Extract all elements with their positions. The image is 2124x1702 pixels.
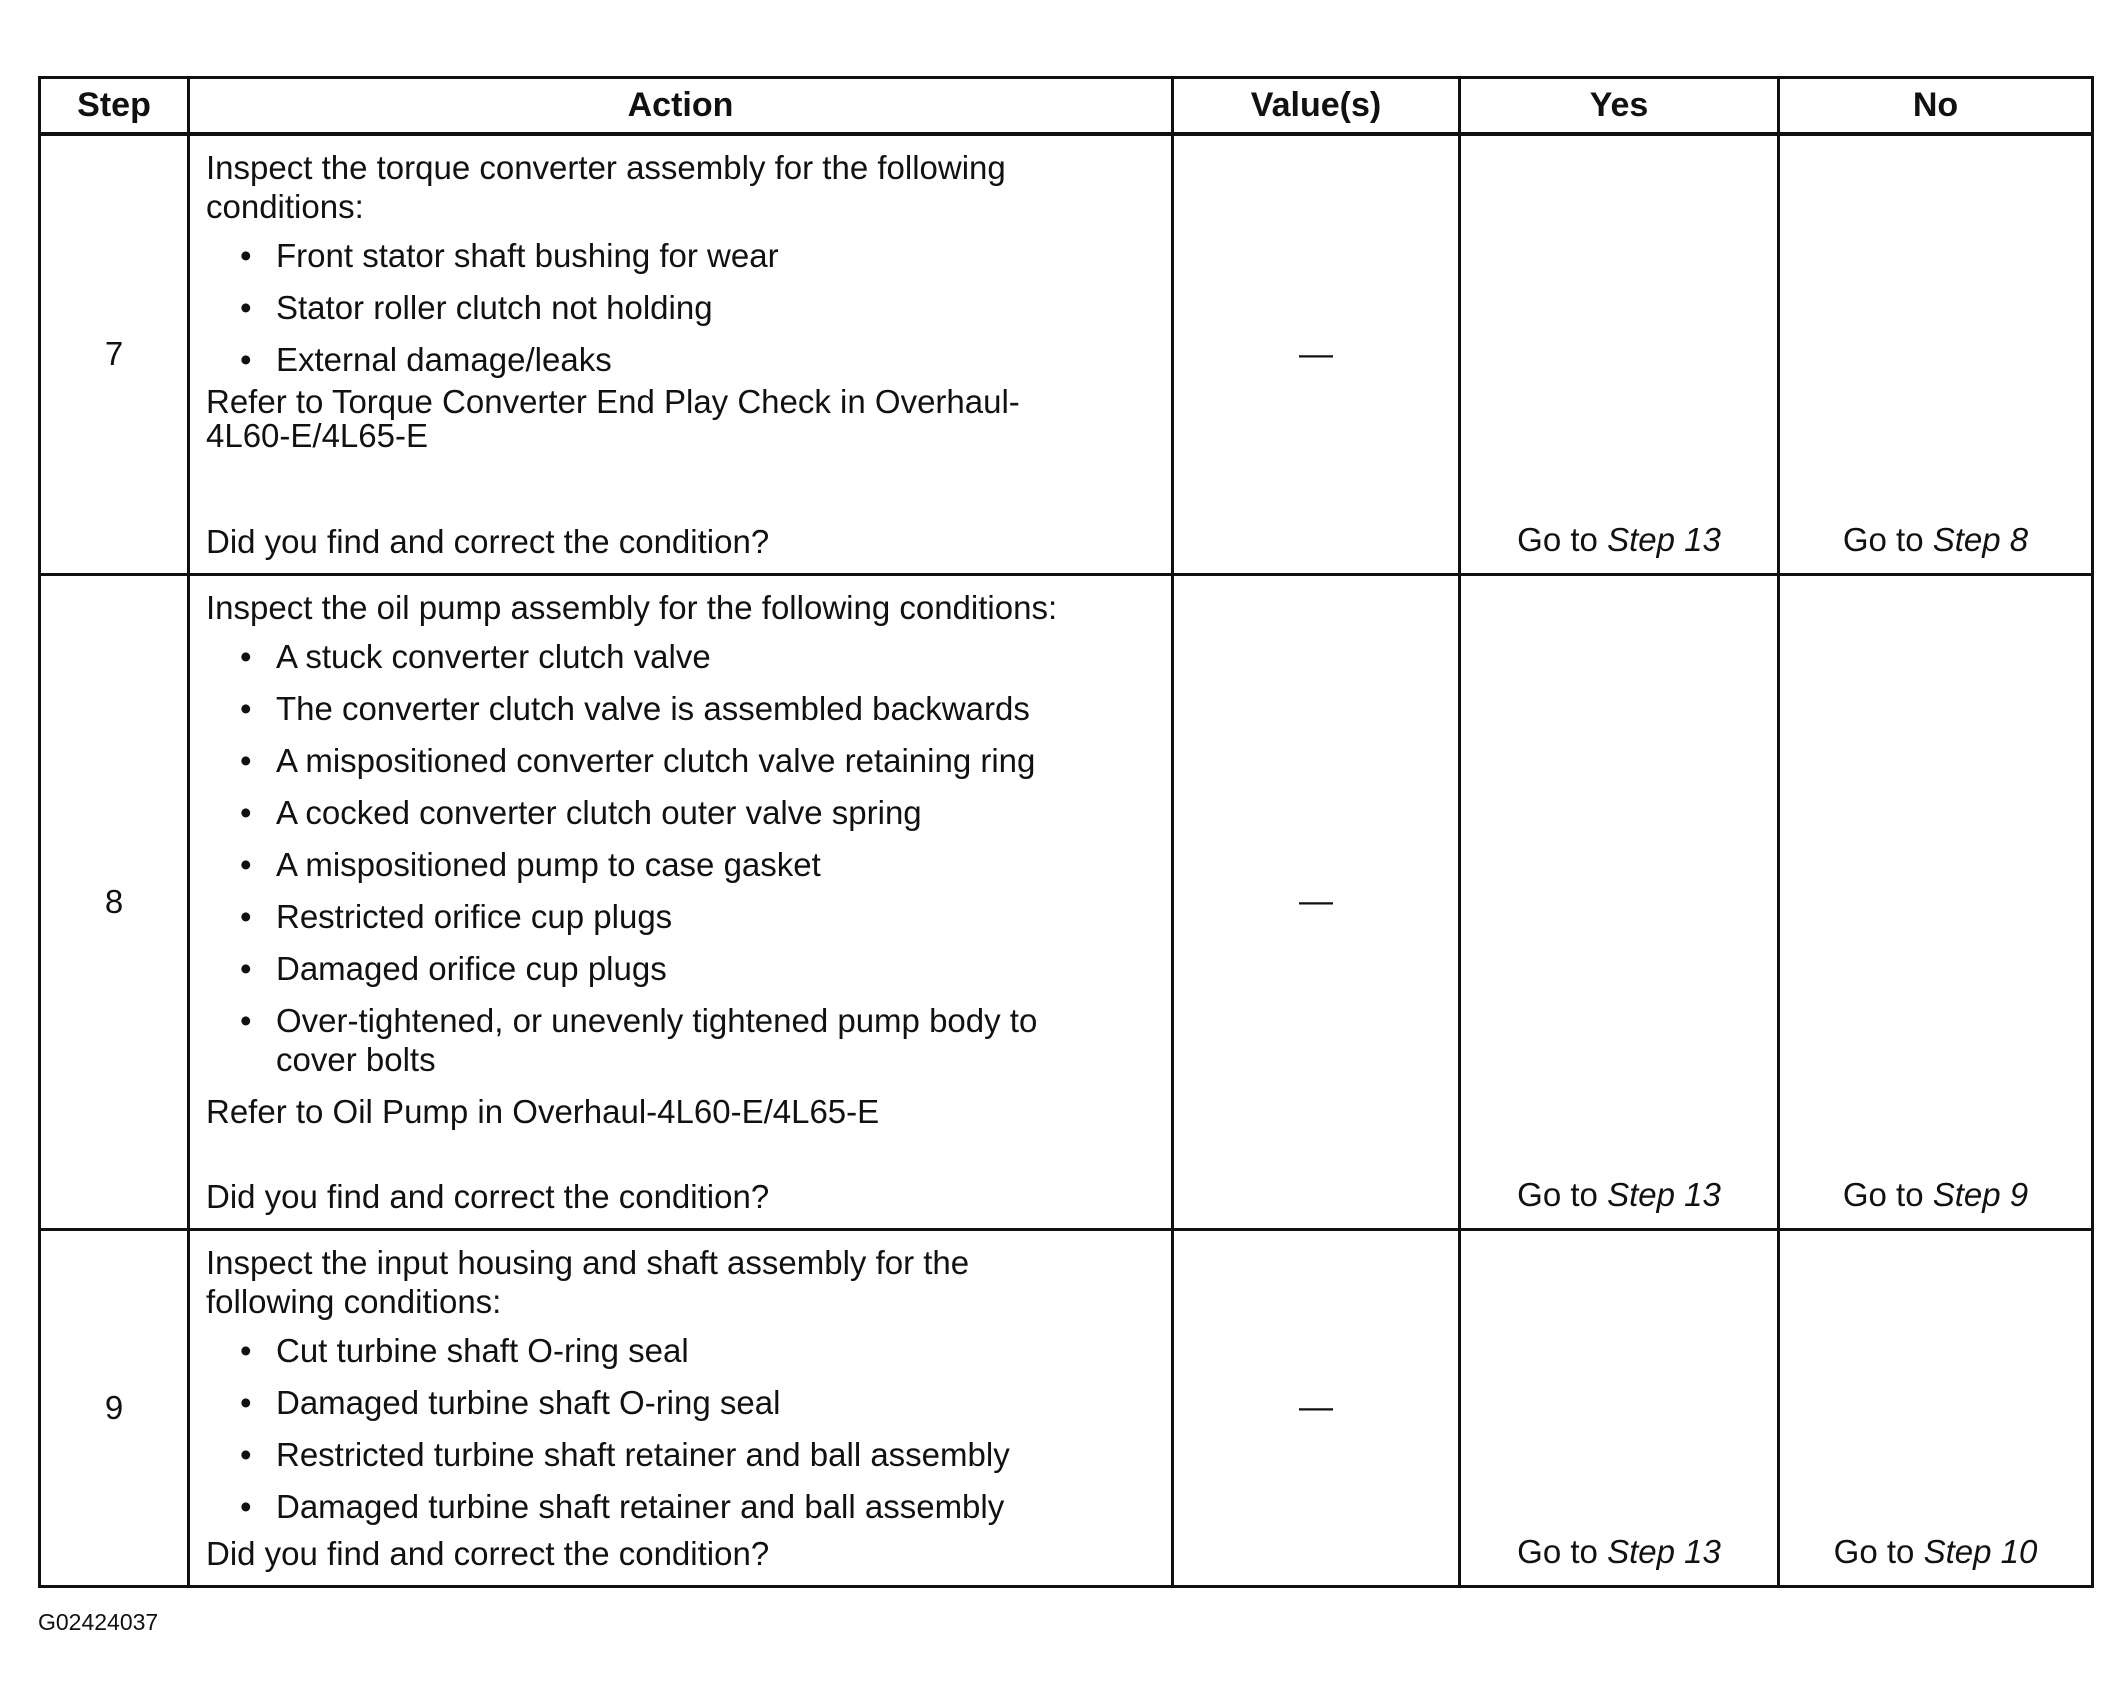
question-text: Did you find and correct the condition? — [206, 1177, 770, 1215]
yes-step-link[interactable]: Step 13 — [1607, 1175, 1721, 1213]
value-cell: — — [1173, 1229, 1460, 1586]
yes-cell — [1460, 574, 1779, 1229]
list-item: • Damaged turbine shaft retainer and ball assembly — [254, 1487, 1157, 1526]
value-cell: — — [1173, 574, 1460, 1229]
diagnostic-table — [38, 76, 2094, 1588]
condition-list — [206, 637, 1157, 1079]
condition-list — [206, 236, 1157, 379]
yes-step-link[interactable]: Step 13 — [1607, 520, 1721, 558]
no-cell — [1779, 574, 2093, 1229]
no-prefix: Go to — [1842, 1175, 1924, 1213]
header-yes: Yes — [1460, 78, 1779, 135]
action-cell — [189, 134, 1173, 574]
yes-prefix: Go to — [1517, 1175, 1598, 1213]
action-intro: Inspect the torque converter assembly for the following conditions: — [206, 149, 1006, 225]
yes-cell — [1460, 1229, 1779, 1586]
action-cell — [189, 574, 1173, 1229]
list-item: • Restricted orifice cup plugs — [254, 897, 1157, 936]
yes-step-link[interactable]: Step 13 — [1607, 1533, 1721, 1570]
refer-note: Refer to Torque Converter End Play Check in Overhaul- 4L60-E/4L65-E — [206, 383, 1020, 454]
header-row — [40, 78, 2093, 135]
header-values: Value(s) — [1173, 78, 1460, 135]
no-cell — [1779, 1229, 2093, 1586]
yes-prefix: Go to — [1517, 520, 1598, 558]
header-action: Action — [189, 78, 1173, 135]
table-row-step-7 — [40, 134, 2093, 574]
step-number: 8 — [40, 574, 189, 1229]
no-step-link[interactable]: Step 10 — [1923, 1533, 2038, 1570]
refer-note: Refer to Oil Pump in Overhaul-4L60-E/4L65-E — [206, 1092, 880, 1130]
step-number: 9 — [40, 1229, 189, 1586]
step-number: 7 — [40, 134, 189, 574]
action-intro: Inspect the input housing and shaft assembly for the following conditions: — [206, 1243, 970, 1320]
no-step-link[interactable]: Step 8 — [1932, 520, 2029, 558]
yes-cell — [1460, 134, 1779, 574]
table-row-step-8 — [40, 574, 2093, 1229]
no-step-link[interactable]: Step 9 — [1932, 1175, 2029, 1213]
value-cell: — — [1173, 134, 1460, 574]
list-item: • External damage/leaks — [254, 340, 1157, 379]
header-no: No — [1779, 78, 2093, 135]
list-item: • Damaged orifice cup plugs — [254, 949, 1157, 988]
list-item: • Stator roller clutch not holding — [254, 288, 1157, 327]
list-item: • The converter clutch valve is assembled backwards — [254, 689, 1157, 728]
list-item: • A mispositioned pump to case gasket — [254, 845, 1157, 884]
list-item: • Front stator shaft bushing for wear — [254, 236, 1157, 275]
list-item: • A cocked converter clutch outer valve spring — [254, 793, 1157, 832]
list-item: • A stuck converter clutch valve — [254, 637, 1157, 676]
no-prefix: Go to — [1842, 520, 1924, 558]
action-cell — [189, 1229, 1173, 1586]
yes-prefix: Go to — [1517, 1533, 1598, 1570]
figure-id: G02424037 — [38, 1609, 159, 1635]
list-item: • A mispositioned converter clutch valve retaining ring — [254, 741, 1157, 780]
condition-list — [206, 1331, 1157, 1526]
no-cell — [1779, 134, 2093, 574]
list-item: • Damaged turbine shaft O-ring seal — [254, 1383, 1157, 1422]
no-prefix: Go to — [1833, 1533, 1915, 1570]
header-step: Step — [40, 78, 189, 135]
question-text: Did you find and correct the condition? — [206, 522, 770, 560]
action-intro: Inspect the oil pump assembly for the following conditions: — [206, 588, 1058, 626]
list-item: • Over-tightened, or unevenly tightened pump body to cover bolts — [254, 1001, 1116, 1079]
question-text: Did you find and correct the condition? — [206, 1535, 770, 1572]
list-item: • Cut turbine shaft O-ring seal — [254, 1331, 1157, 1370]
list-item: • Restricted turbine shaft retainer and ball assembly — [254, 1435, 1157, 1474]
table-row-step-9 — [40, 1229, 2093, 1586]
